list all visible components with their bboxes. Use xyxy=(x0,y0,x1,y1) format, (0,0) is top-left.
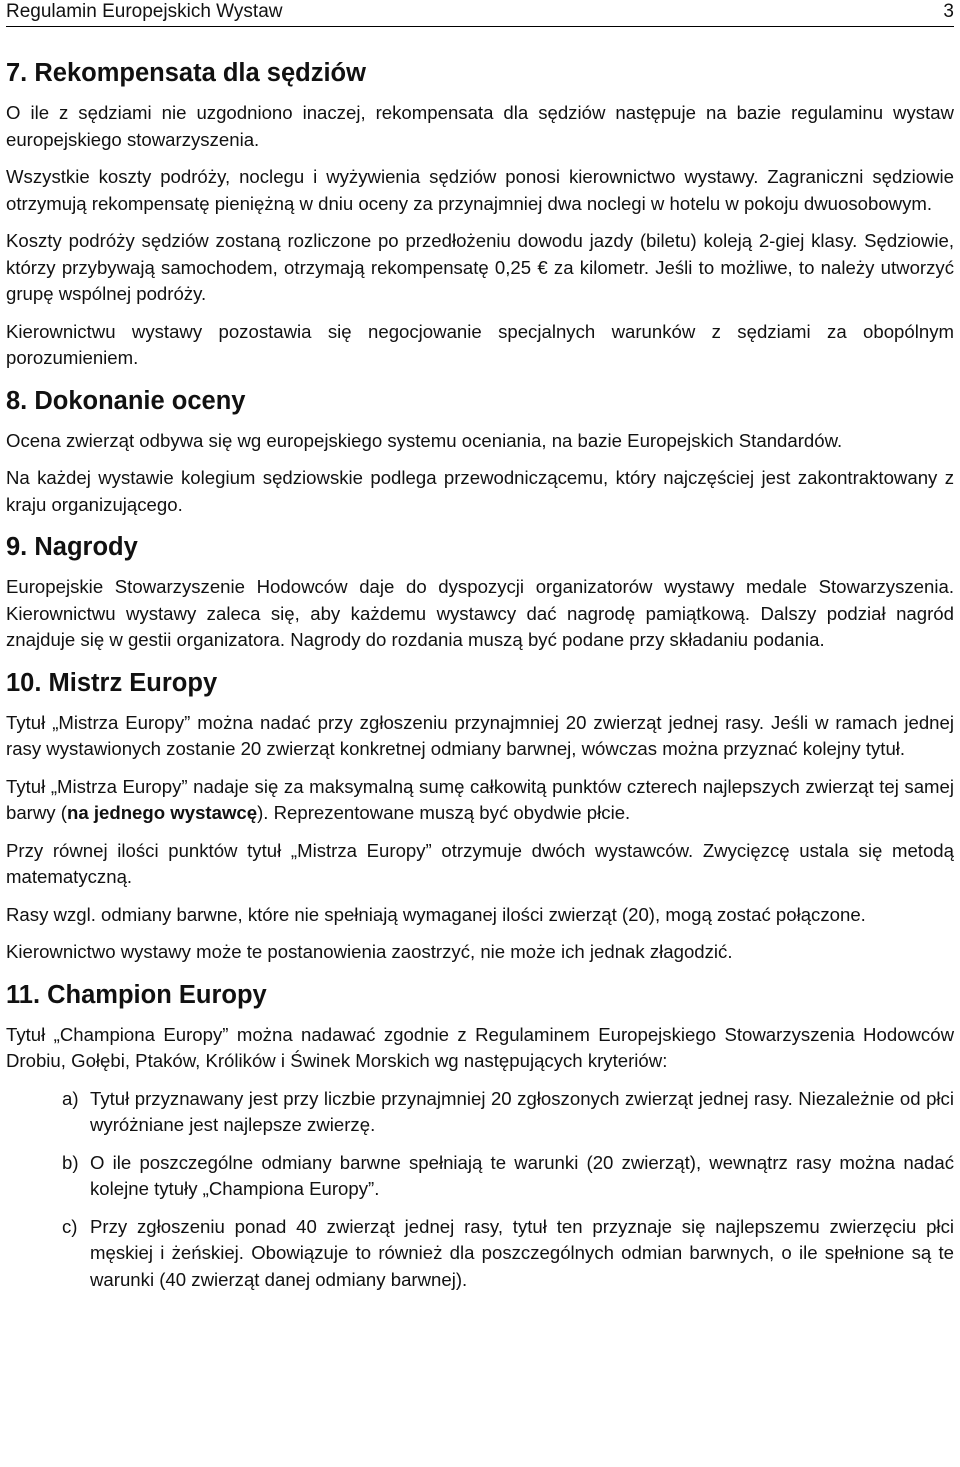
paragraph-text: Tytuł „Mistrza Europy” nadaje się za maksymalną sumę całkowitą punktów czterech najlepszych zwierząt tej samej barwy ( xyxy=(6,775,954,823)
list-item-text: Tytuł przyznawany jest przy liczbie przynajmniej 20 zgłoszonych zwierząt jednej rasy. Niezależnie od płci wyróżniane jest najlepsze zwierzę. xyxy=(90,1087,954,1135)
paragraph: Wszystkie koszty podróży, noclegu i wyżywienia sędziów ponosi kierownictwo wystawy. Zagraniczni sędziowie otrzymują rekompensatę pieniężną w dniu oceny za przynajmniej dwa noclegi w hotelu w pokoju dwuosobowym. xyxy=(6,166,954,214)
section-heading-11: 11. Champion Europy xyxy=(6,980,267,1009)
paragraph: O ile z sędziami nie uzgodniono inaczej, rekompensata dla sędziów następuje na bazie regulaminu wystaw europejskiego stowarzyszenia. xyxy=(6,102,954,150)
page-header xyxy=(6,0,954,27)
list-marker: b) xyxy=(62,1151,79,1173)
bold-text: na jednego wystawcę xyxy=(66,802,258,823)
list-marker: c) xyxy=(62,1215,78,1237)
section-heading-9: 9. Nagrody xyxy=(6,533,138,561)
paragraph-text: ). Reprezentowane muszą być obydwie płcie. xyxy=(257,802,631,823)
paragraph xyxy=(6,774,954,827)
paragraph: Europejskie Stowarzyszenie Hodowców daje do dyspozycji organizatorów wystawy medale Stowarzyszenia. Kierownictwu wystawy zaleca się, aby każdemu wystawcy dać nagrodę pamiątkową. Dalszy podział nagród znajduje się w gestii organizatora. Nagrody do rozdania muszą być podane przy składaniu podania. xyxy=(6,576,954,650)
paragraph: Tytuł „Mistrza Europy” można nadać przy zgłoszeniu przynajmniej 20 zwierząt jednej rasy. Jeśli w ramach jednej rasy wystawionych zostanie 20 zwierząt konkretnej odmiany barwnej, wówczas można przyznać kolejny tytuł. xyxy=(6,711,954,759)
paragraph: Kierownictwu wystawy pozostawia się negocjowanie specjalnych warunków z sędziami za obopólnym porozumieniem. xyxy=(6,320,954,368)
paragraph: Koszty podróży sędziów zostaną rozliczone po przedłożeniu dowodu jazdy (biletu) koleją 2-giej klasy. Sędziowie, którzy przybywają samochodem, otrzymają rekompensatę 0,25 € za kilometr. Jeśli to możliwe, to należy utworzyć grupę wspólnej podróży. xyxy=(6,230,954,304)
paragraph: Kierownictwo wystawy może te postanowienia zaostrzyć, nie może ich jednak złagodzić. xyxy=(6,941,733,962)
list-item xyxy=(6,1214,954,1294)
header-title: Regulamin Europejskich Wystaw xyxy=(6,1,283,22)
paragraph: Tytuł „Championa Europy” można nadawać zgodnie z Regulaminem Europejskiego Stowarzyszenia Hodowców Drobiu, Gołębi, Ptaków, Królików i Świnek Morskich wg następujących kryteriów: xyxy=(6,1023,954,1071)
section-heading-7: 7. Rekompensata dla sędziów xyxy=(6,59,366,87)
paragraph: Przy równej ilości punktów tytuł „Mistrza Europy” otrzymuje dwóch wystawców. Zwycięzcę ustala się metodą matematyczną. xyxy=(6,839,954,887)
list-marker: a) xyxy=(62,1087,79,1109)
paragraph: Na każdej wystawie kolegium sędziowskie podlega przewodniczącemu, który najczęściej jest zakontraktowany z kraju organizującego. xyxy=(6,467,954,515)
criteria-list xyxy=(6,1086,954,1294)
list-item xyxy=(6,1086,954,1139)
section-heading-10: 10. Mistrz Europy xyxy=(6,668,218,697)
list-item-text: O ile poszczególne odmiany barwne spełniają te warunki (20 zwierząt), wewnątrz rasy można nadać kolejne tytuły „Championa Europy”. xyxy=(90,1151,954,1199)
paragraph: Rasy wzgl. odmiany barwne, które nie spełniają wymaganej ilości zwierząt (20), mogą zostać połączone. xyxy=(6,903,866,925)
section-heading-8: 8. Dokonanie oceny xyxy=(6,386,246,415)
document-body xyxy=(6,56,954,1304)
paragraph: Ocena zwierząt odbywa się wg europejskiego systemu oceniania, na bazie Europejskich Standardów. xyxy=(6,429,843,451)
list-item xyxy=(6,1150,954,1203)
page-number: 3 xyxy=(943,1,954,22)
list-item-text: Przy zgłoszeniu ponad 40 zwierząt jednej rasy, tytuł ten przyznaje się najlepszemu zwierzęciu płci męskiej i żeńskiej. Obowiązuje to również dla poszczególnych odmian barwnych, o ile spełnione są te warunki (40 zwierząt danej odmiany barwnej). xyxy=(90,1215,954,1290)
